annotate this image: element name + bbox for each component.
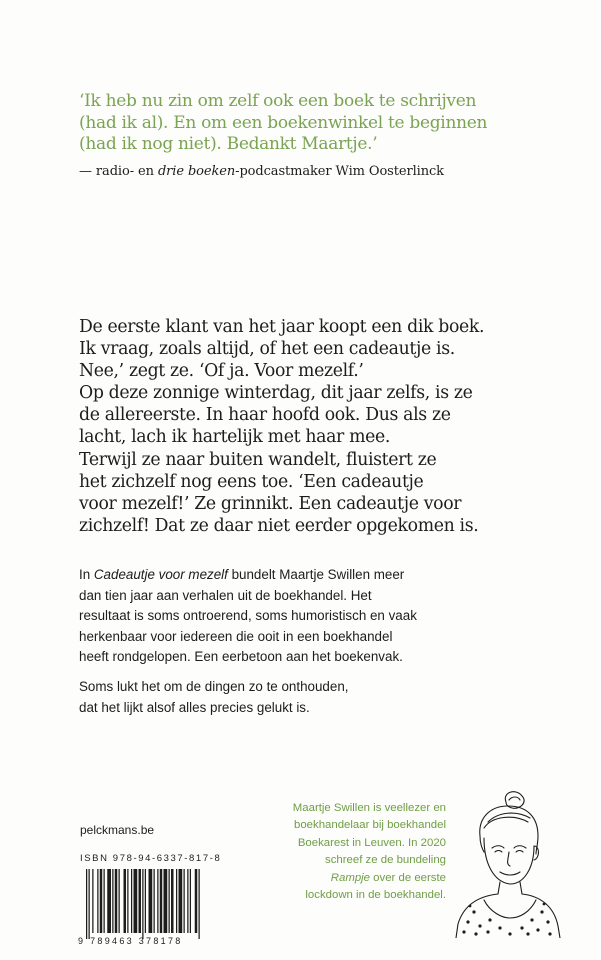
bio-line: schreef ze de bundeling [325,854,446,867]
barcode-bar [149,869,153,933]
barcode-bar [97,869,98,933]
barcode-bar [124,869,127,933]
excerpt-line: zichzelf! Dat ze daar niet eerder opgekomen is. [79,515,479,536]
blurb-line: herkenbaar voor iedereen die ooit in een boekhandel [79,628,393,644]
book-excerpt [79,316,549,537]
barcode-bar [199,869,200,939]
attribution-prefix: — radio- en [79,164,158,179]
quote-attribution [79,164,539,179]
barcode-bar [187,869,188,933]
quote-line: (had ik nog niet). Bedankt Maartje.’ [79,134,378,154]
attribution-italic: drie boeken [157,164,236,179]
barcode-bar [89,869,90,939]
excerpt-line: Ik vraag, zoals altijd, of het een cadeautje is. [79,339,455,360]
bio-after-title: over de eerste [370,871,446,884]
barcode-bar [190,869,191,933]
bio-title-italic: Rampje [330,871,371,884]
blurb-prefix: In [79,567,94,582]
barcode-bar [119,869,120,933]
bio-line: Maartje Swillen is veellezer en [292,802,446,814]
excerpt-line: voor mezelf!’ Ze grinnikt. Een cadeautje voor [79,493,462,514]
barcode-digits: 9 789463 378178 [78,936,183,946]
barcode-bar [171,869,174,933]
bio-line [256,870,446,887]
closing-line: dat het lijkt alsof alles precies gelukt is. [79,699,310,715]
barcode [84,869,250,943]
barcode-bar [104,869,105,933]
barcode-bar [92,869,93,933]
attribution-suffix: -podcastmaker Wim Oosterlinck [235,164,444,179]
endorsement-quote [79,91,529,156]
barcode-bar [154,869,155,933]
excerpt-line: lacht, lach ik hartelijk met haar mee. [79,427,391,448]
barcode-bar [164,869,168,933]
author-portrait-illustration [444,788,564,938]
barcode-bar [100,869,103,933]
barcode-bar [127,869,128,933]
barcode-bar [139,869,142,933]
blurb-line: heeft rondgelopen. Een eerbetoon aan het boekenvak. [79,649,403,664]
excerpt-line: Nee,’ zegt ze. ‘Of ja. Voor mezelf.’ [79,361,364,382]
excerpt-line: De eerste klant van het jaar koopt een dik boek. [79,317,485,337]
bio-line: Boekarest in Leuven. In 2020 [297,836,446,849]
barcode-bar [176,869,177,933]
blurb-title-italic: Cadeautje voor mezelf [93,567,228,582]
barcode-bar [134,869,138,933]
publisher-url: pelckmans.be [80,823,155,837]
barcode-bar [131,869,132,933]
closing-statement [79,677,549,718]
quote-line: ‘Ik heb nu zin om zelf ook een boek te schrijven [79,91,477,111]
barcode-bar [157,869,158,933]
barcode-bar [86,869,87,939]
blurb-line: resultaat is soms ontroerend, soms humoristisch en vaak [79,608,417,623]
closing-line: Soms lukt het om de dingen zo te onthouden, [79,679,349,694]
blurb-line [79,565,549,586]
barcode-bar [169,869,170,933]
excerpt-line: de allereerste. In haar hoofd ook. Dus als ze [79,405,451,426]
excerpt-line: Terwijl ze naar buiten wandelt, fluistert ze [79,449,437,470]
author-bio [256,800,446,904]
excerpt-line: Op deze zonnige winterdag, dit jaar zelfs, is ze [79,383,473,404]
excerpt-line: het zichzelf nog eens toe. ‘Een cadeautje [79,471,424,492]
blurb-line: dan tien jaar aan verhalen uit de boekhandel. Het [79,587,372,603]
barcode-bar [184,869,185,933]
barcode-bar [160,869,163,933]
barcode-bar [179,869,183,933]
isbn-label: ISBN 978-94-6337-817-8 [80,853,222,864]
bio-line: boekhandelaar bij boekhandel [294,819,446,832]
book-blurb [79,565,549,668]
barcode-bar [142,869,143,939]
barcode-bar [145,869,146,933]
barcode-bar [195,869,198,933]
quote-line: (had ik al). En om een boekenwinkel te beginnen [79,112,488,133]
barcode-bar [107,869,111,933]
barcode-bar [112,869,113,933]
bio-line: lockdown in de boekhandel. [305,889,446,902]
barcode-bar [115,869,118,933]
blurb-suffix: bundelt Maartje Swillen meer [227,567,405,582]
